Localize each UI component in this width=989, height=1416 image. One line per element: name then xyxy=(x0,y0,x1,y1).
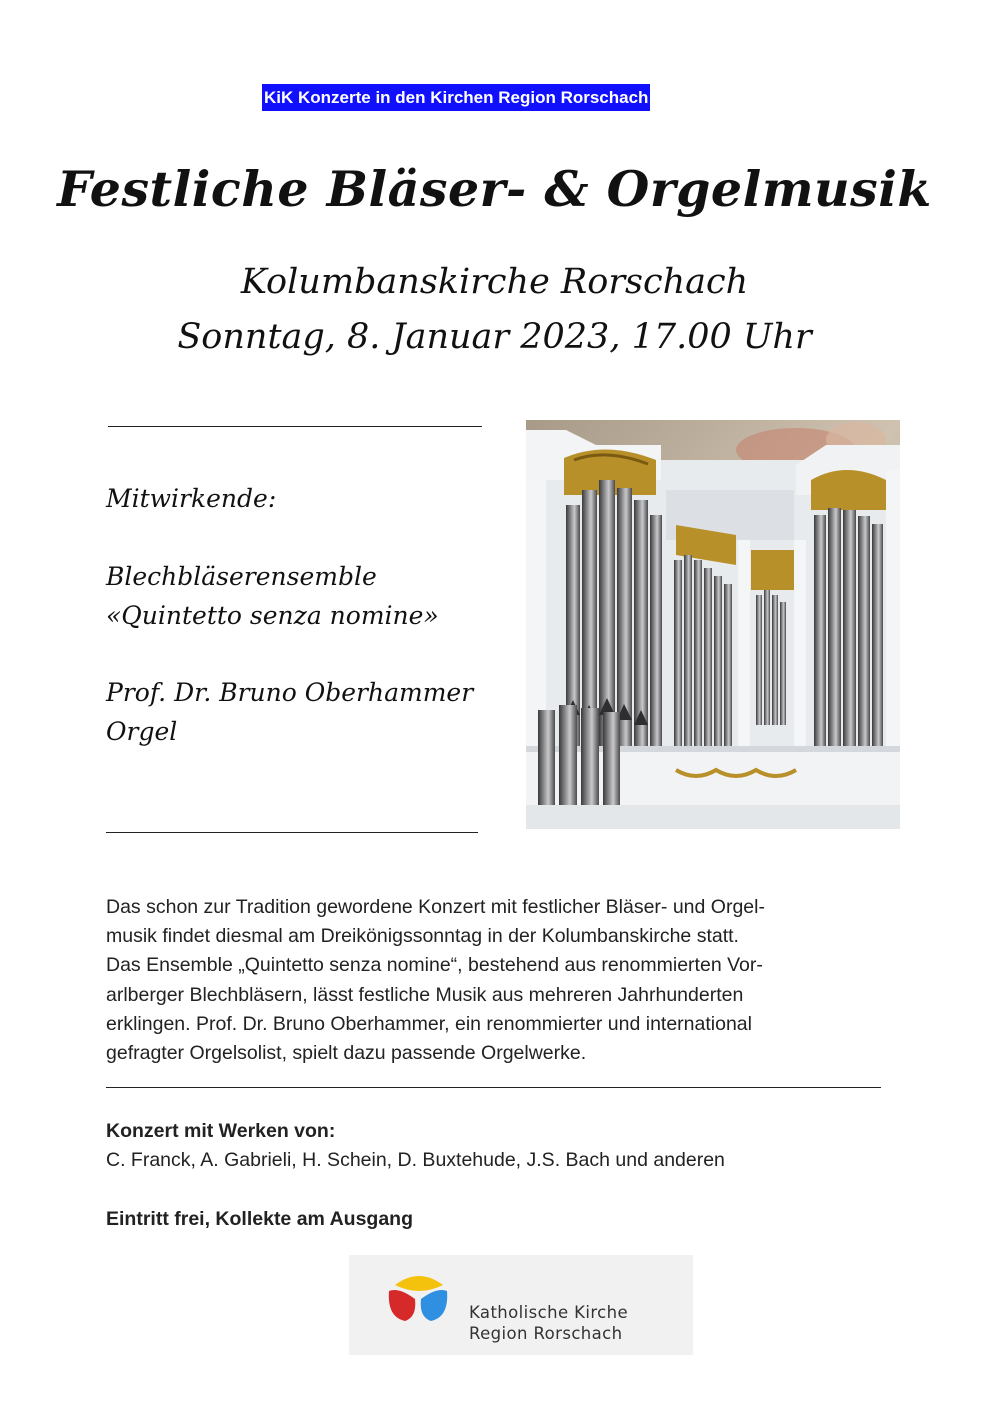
logo-line-1: Katholische Kirche xyxy=(469,1303,629,1322)
logo-text xyxy=(469,1302,628,1344)
works-heading: Konzert mit Werken von: xyxy=(106,1120,336,1142)
description-line: gefragter Orgelsolist, spielt dazu passende Orgelwerke. xyxy=(106,1042,587,1065)
ensemble-name-line2: «Quintetto senza nomine» xyxy=(106,601,439,630)
admission-note: Eintritt frei, Kollekte am Ausgang xyxy=(106,1208,413,1230)
page-title: Festliche Bläser- & Orgelmusik xyxy=(57,160,932,218)
header-tag: KiK Konzerte in den Kirchen Region Rorschach xyxy=(262,84,650,111)
organ-photo xyxy=(526,420,900,829)
church-logo xyxy=(349,1255,693,1355)
church-logo-icon xyxy=(385,1271,451,1325)
divider-bottom-left xyxy=(106,832,478,833)
venue-line: Kolumbanskirche Rorschach xyxy=(240,262,749,302)
soloist-name: Prof. Dr. Bruno Oberhammer xyxy=(106,678,474,707)
logo-line-2: Region Rorschach xyxy=(469,1324,623,1343)
divider-full xyxy=(106,1087,881,1088)
date-line: Sonntag, 8. Januar 2023, 17.00 Uhr xyxy=(177,317,812,357)
description-line: Das Ensemble „Quintetto senza nomine“, bestehend aus renommierten Vor- xyxy=(106,954,763,977)
description-line: arlberger Blechbläsern, lässt festliche Musik aus mehreren Jahrhunderten xyxy=(106,983,744,1006)
description-line: erklingen. Prof. Dr. Bruno Oberhammer, ein renommierter und international xyxy=(106,1012,752,1035)
description-line: musik findet diesmal am Dreikönigssonntag in der Kolumbanskirche statt. xyxy=(106,925,739,948)
ensemble-name-line1: Blechbläserensemble xyxy=(106,562,377,591)
composers-list: C. Franck, A. Gabrieli, H. Schein, D. Buxtehude, J.S. Bach und anderen xyxy=(106,1149,725,1171)
soloist-instrument: Orgel xyxy=(106,717,178,746)
performers-heading: Mitwirkende: xyxy=(106,484,277,513)
divider-top-left xyxy=(108,426,482,427)
description-paragraph xyxy=(106,893,866,1068)
description-line: Das schon zur Tradition gewordene Konzert mit festlicher Bläser- und Orgel- xyxy=(106,896,765,918)
